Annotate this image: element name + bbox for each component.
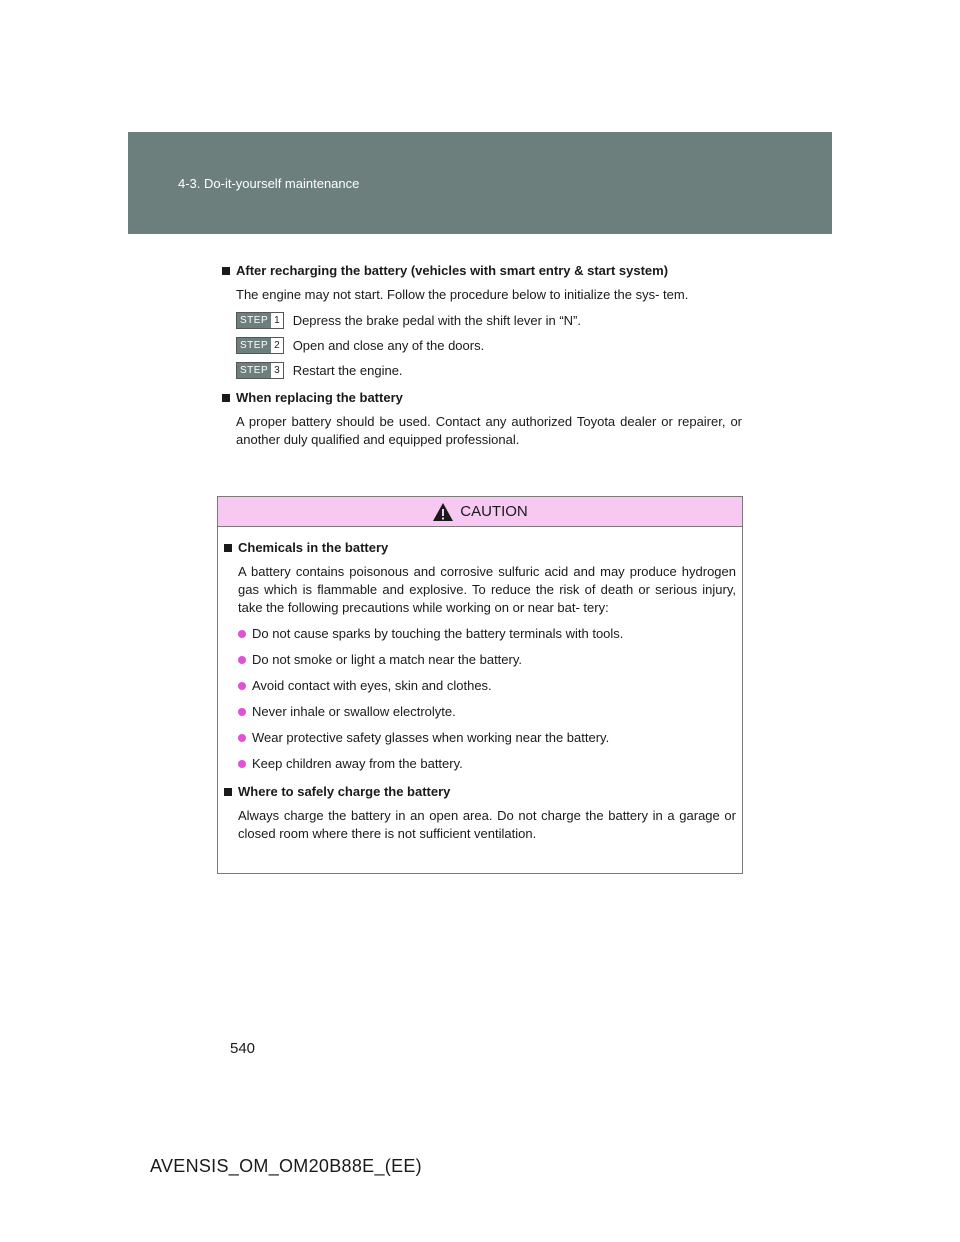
replace-heading-text: When replacing the battery: [236, 390, 403, 405]
square-bullet-icon: [222, 394, 230, 402]
replace-heading: [222, 389, 742, 407]
caution-body: [218, 527, 742, 843]
precaution-item: Do not smoke or light a match near the battery.: [238, 651, 736, 669]
chemicals-heading-text: Chemicals in the battery: [238, 540, 389, 555]
recharge-intro: The engine may not start. Follow the procedure below to initialize the sys- tem.: [236, 287, 689, 302]
step-badge: STEP 1: [236, 312, 284, 329]
main-content: [222, 262, 742, 449]
charge-heading: [224, 783, 736, 801]
charge-text: Always charge the battery in an open area. Do not charge the battery in a garage or closed room where there is not sufficient ventilation.: [238, 808, 736, 841]
caution-title: CAUTION: [460, 503, 528, 520]
step-badge: STEP 2: [236, 337, 284, 354]
step-text: Restart the engine.: [292, 363, 403, 378]
page-header: [128, 132, 832, 234]
precaution-item: Wear protective safety glasses when working near the battery.: [238, 729, 736, 747]
caution-header: [218, 497, 742, 527]
bullet-dot-icon: [238, 630, 246, 638]
step-text: Depress the brake pedal with the shift lever in “N”.: [292, 313, 581, 328]
charge-heading-text: Where to safely charge the battery: [238, 784, 451, 799]
section-title: 4-3. Do-it-yourself maintenance: [178, 176, 360, 191]
bullet-dot-icon: [238, 760, 246, 768]
warning-triangle-icon: [432, 502, 454, 522]
precaution-item: Never inhale or swallow electrolyte.: [238, 703, 736, 721]
step-3: [236, 362, 742, 379]
square-bullet-icon: [224, 788, 232, 796]
step-1: [236, 312, 742, 329]
chemicals-heading: [224, 539, 736, 557]
replace-text: A proper battery should be used. Contact any authorized Toyota dealer or repairer, or another duly qualified and equipped professional.: [236, 414, 742, 447]
bullet-dot-icon: [238, 656, 246, 664]
page-number: 540: [230, 1040, 256, 1057]
precaution-item: Avoid contact with eyes, skin and clothes.: [238, 677, 736, 695]
precaution-item: Keep children away from the battery.: [238, 755, 736, 773]
precaution-item: Do not cause sparks by touching the battery terminals with tools.: [238, 625, 736, 643]
step-badge: STEP 3: [236, 362, 284, 379]
recharge-heading-text: After recharging the battery (vehicles with smart entry & start system): [236, 263, 669, 278]
bullet-dot-icon: [238, 682, 246, 690]
caution-box: [217, 496, 743, 874]
chemicals-text: A battery contains poisonous and corrosive sulfuric acid and may produce hydrogen gas which is flammable and explosive. To reduce the risk of death or serious injury, take the following precautions while working on or near bat- tery:: [238, 564, 736, 615]
document-code: AVENSIS_OM_OM20B88E_(EE): [150, 1156, 422, 1176]
bullet-dot-icon: [238, 734, 246, 742]
bullet-dot-icon: [238, 708, 246, 716]
step-text: Open and close any of the doors.: [292, 338, 485, 353]
step-2: [236, 337, 742, 354]
square-bullet-icon: [222, 267, 230, 275]
square-bullet-icon: [224, 544, 232, 552]
recharge-heading: [222, 262, 742, 280]
